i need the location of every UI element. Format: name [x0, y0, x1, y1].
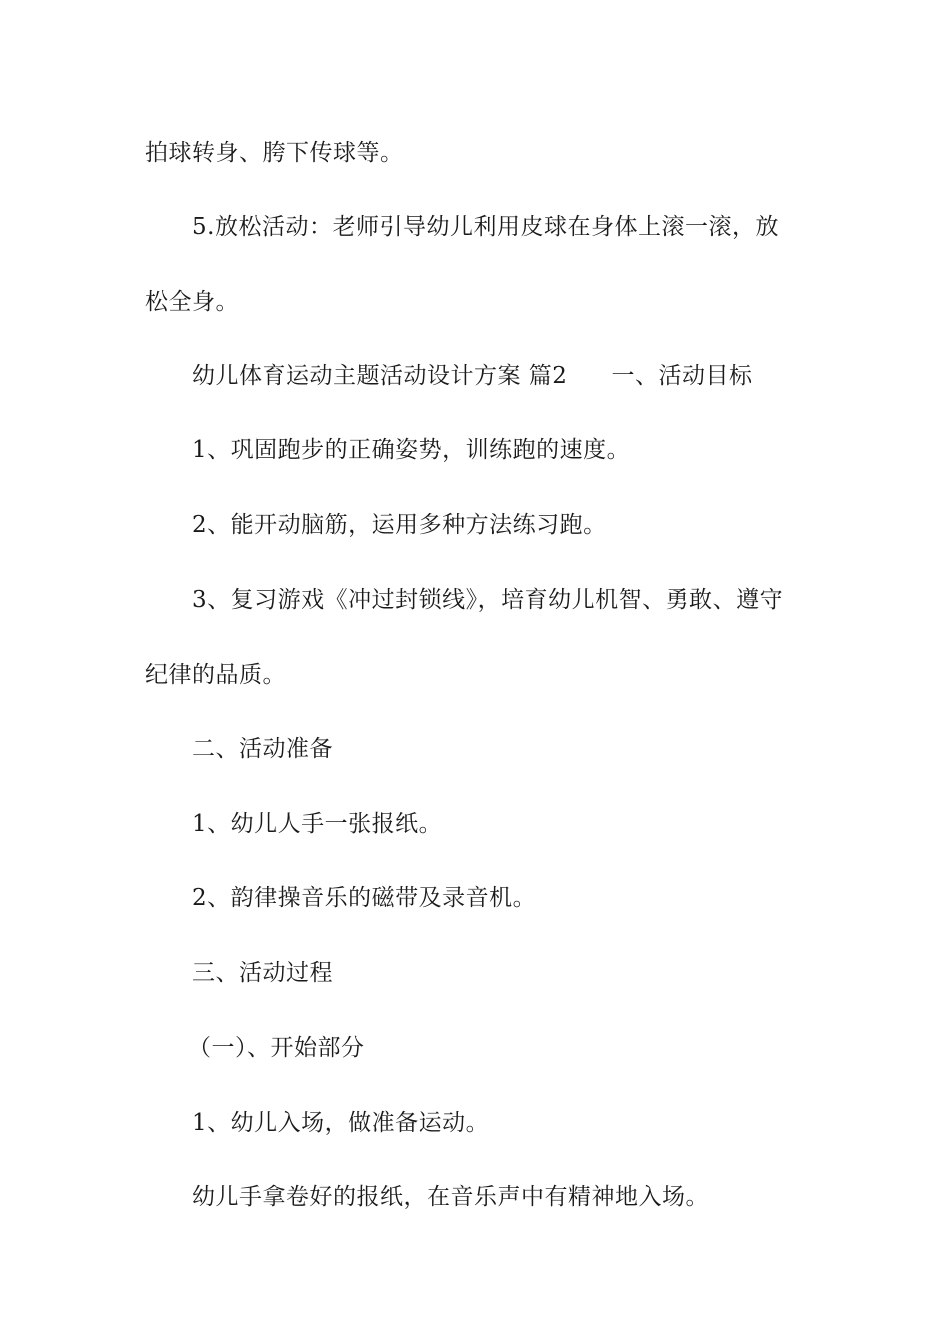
- list-item: 1、巩固跑步的正确姿势，训练跑的速度。: [192, 437, 631, 463]
- list-item: 3、复习游戏《冲过封锁线》，培育幼儿机智、勇敢、遵守: [192, 587, 784, 613]
- list-item: 1、幼儿人手一张报纸。: [192, 811, 443, 837]
- section-heading: 一、活动目标: [611, 363, 753, 389]
- paragraph-line: 拍球转身、胯下传球等。: [145, 140, 404, 166]
- paragraph-line: 5.放松活动：老师引导幼儿利用皮球在身体上滚一滚，放: [192, 214, 779, 240]
- paragraph-line: 纪律的品质。: [145, 662, 286, 688]
- paragraph-line: 幼儿手拿卷好的报纸，在音乐声中有精神地入场。: [192, 1184, 709, 1210]
- list-item: 2、韵律操音乐的磁带及录音机。: [192, 885, 537, 911]
- section-heading: 三、活动过程: [192, 960, 333, 986]
- section-heading: 二、活动准备: [192, 736, 333, 762]
- paragraph-line: 松全身。: [145, 289, 239, 315]
- list-item: 1、幼儿入场，做准备运动。: [192, 1110, 490, 1136]
- section-title-line: [192, 361, 752, 391]
- list-item: 2、能开动脑筋，运用多种方法练习跑。: [192, 512, 607, 538]
- subsection-heading: （一）、开始部分: [188, 1035, 365, 1061]
- article-title: 幼儿体育运动主题活动设计方案 篇2: [192, 363, 568, 389]
